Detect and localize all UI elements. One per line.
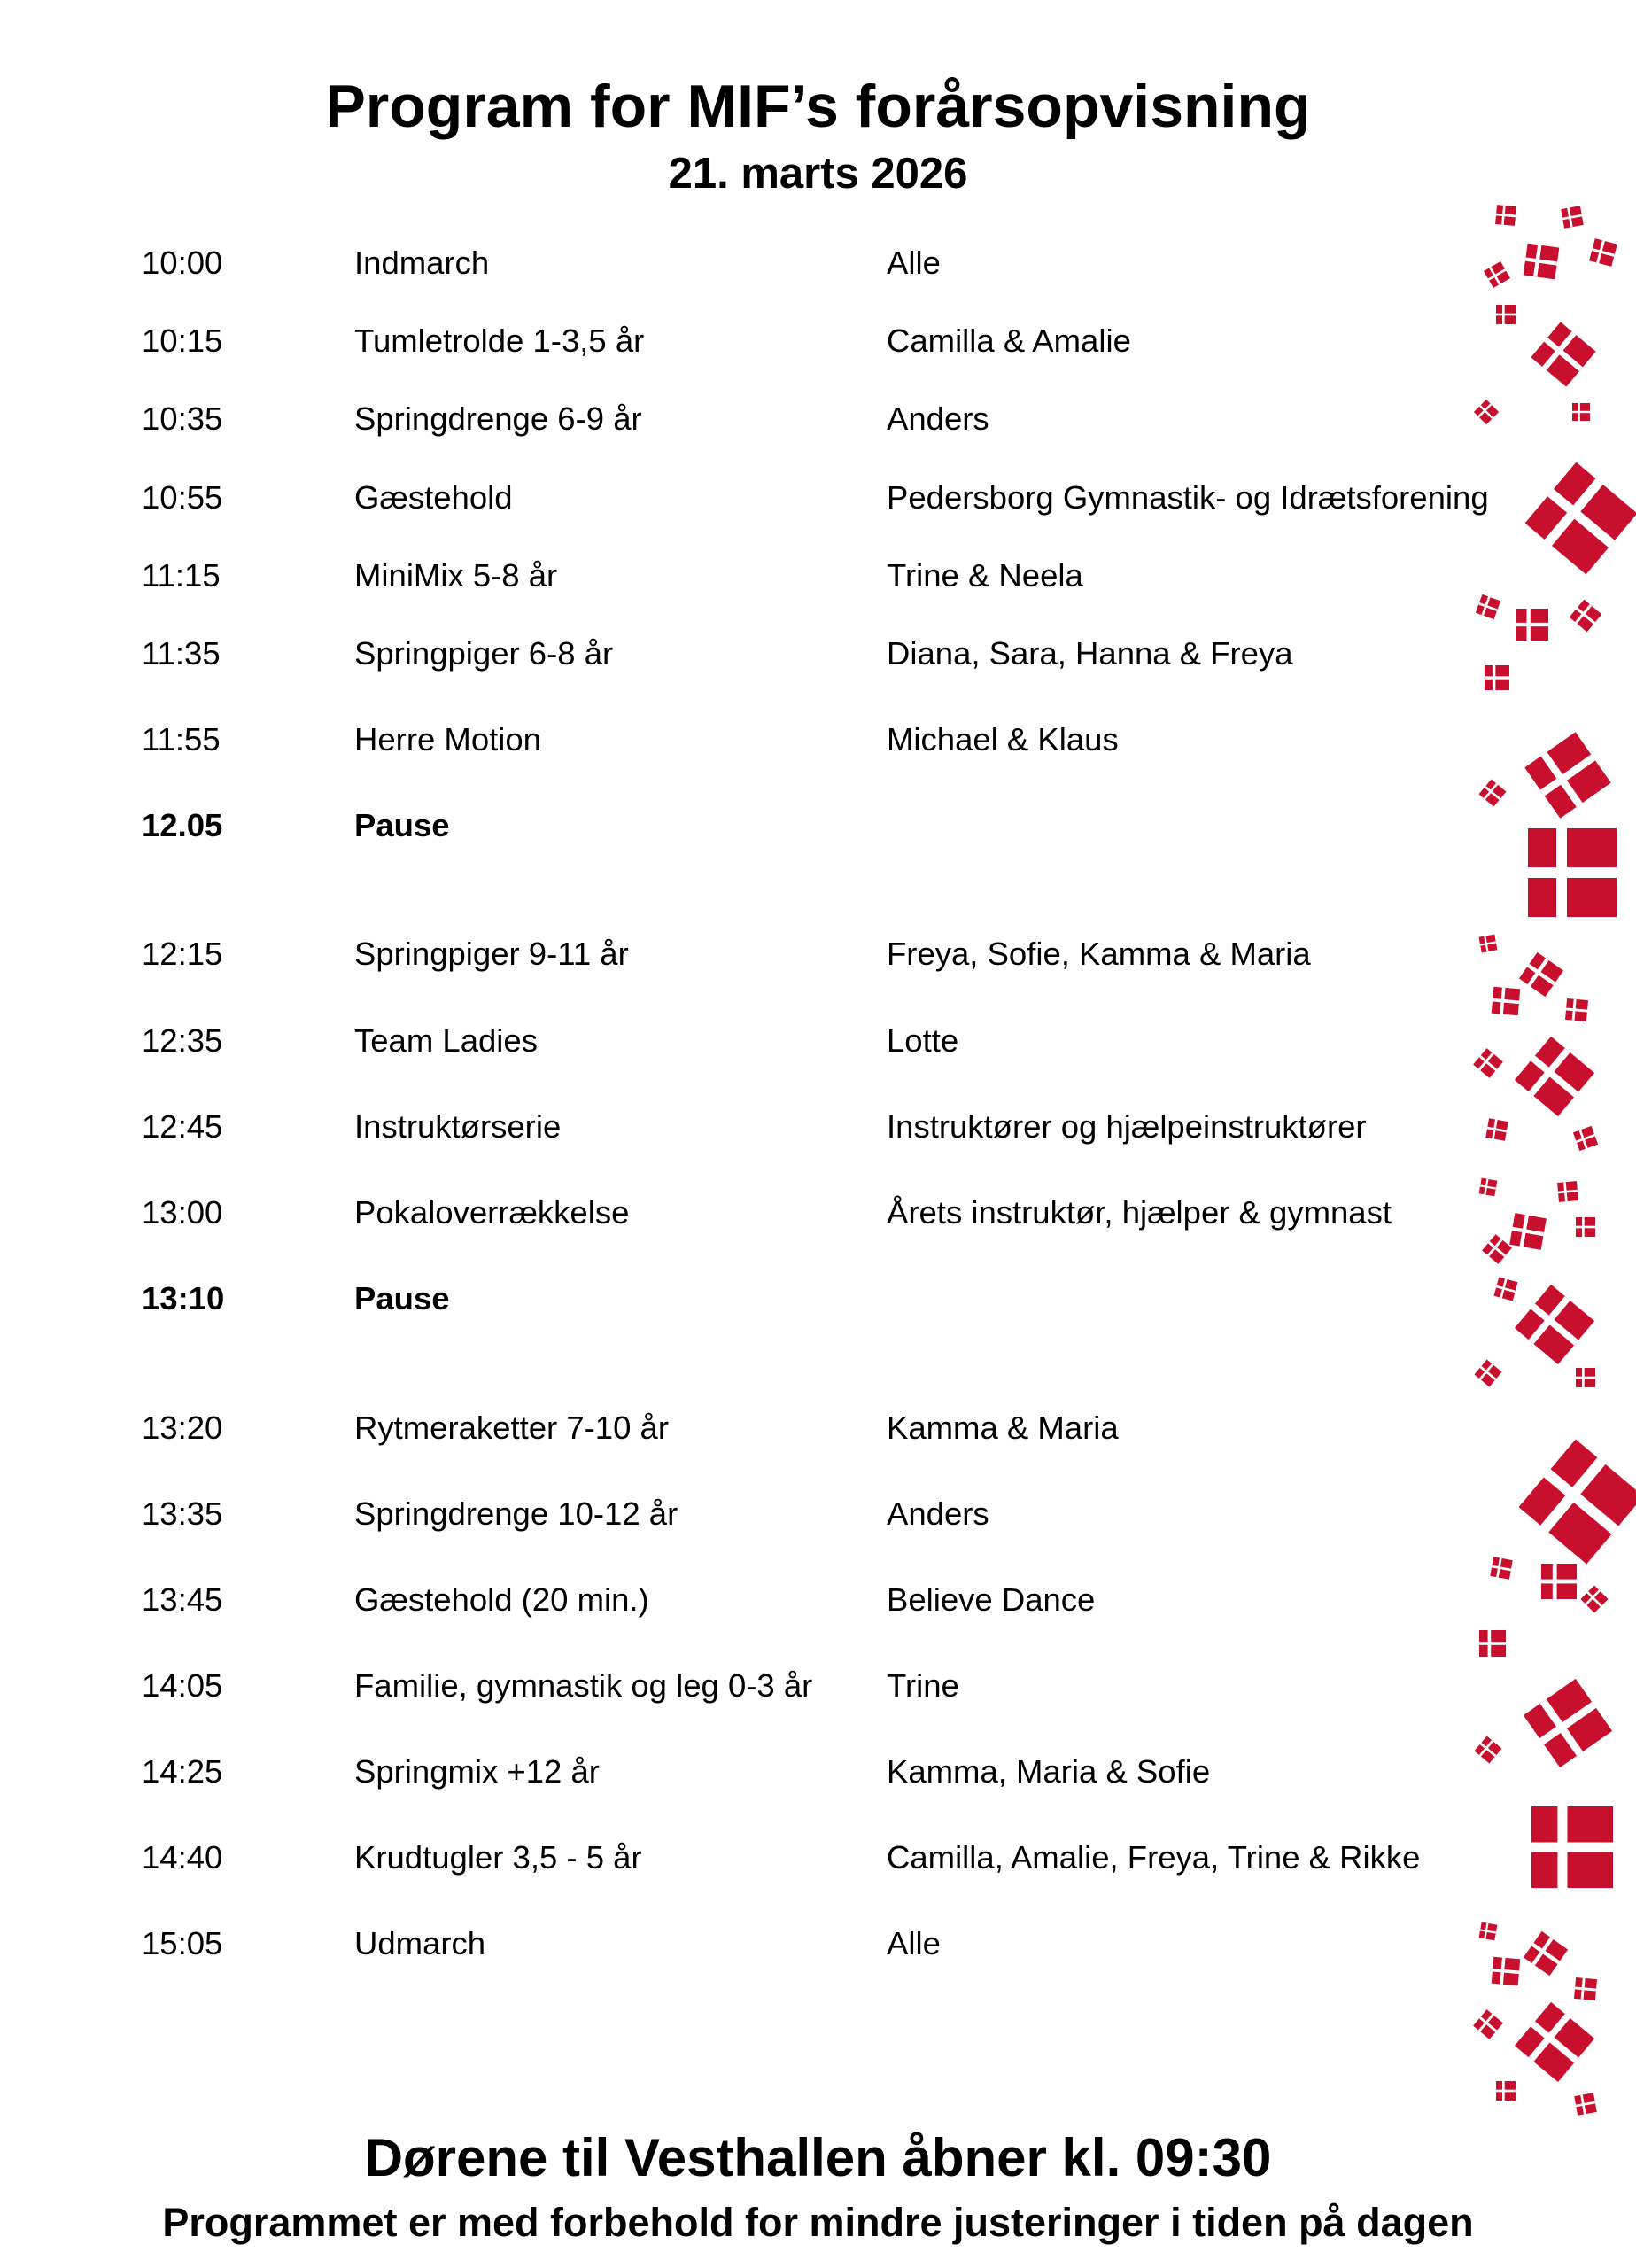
- schedule-time: 10:15: [142, 322, 223, 359]
- schedule-time: 11:15: [142, 557, 221, 594]
- schedule-time: 12.05: [142, 807, 223, 843]
- schedule-leader: Camilla & Amalie: [887, 322, 1131, 359]
- schedule-group: MiniMix 5-8 år: [354, 557, 558, 594]
- schedule-row-pause: [0, 799, 1636, 852]
- danish-flag-icon: [1519, 952, 1563, 997]
- schedule-time: 14:25: [142, 1753, 223, 1790]
- schedule-time: 14:40: [142, 1839, 223, 1876]
- schedule-group: Udmarch: [354, 1925, 486, 1961]
- schedule-leader: Alle: [887, 245, 941, 281]
- danish-flag-icon: [1479, 780, 1507, 807]
- danish-flag-icon: [1479, 1922, 1498, 1941]
- danish-flag-icon: [1474, 400, 1499, 424]
- danish-flag-icon: [1490, 1557, 1512, 1579]
- schedule-group: Gæstehold (20 min.): [354, 1581, 649, 1618]
- schedule-time: 11:35: [142, 635, 221, 672]
- danish-flag-icon: [1531, 322, 1595, 386]
- danish-flag-icon: [1565, 998, 1588, 1021]
- schedule-row: [0, 1186, 1636, 1239]
- disclaimer-notice: Programmet er med forbehold for mindre justeringer i tiden på dagen: [162, 2200, 1474, 2245]
- danish-flag-icon: [1576, 1368, 1595, 1387]
- danish-flag-icon: [1561, 206, 1583, 228]
- danish-flag-icon: [1515, 1285, 1594, 1364]
- schedule-row: [0, 315, 1636, 368]
- schedule-group: Springmix +12 år: [354, 1753, 600, 1790]
- schedule-row: [0, 1659, 1636, 1713]
- schedule-row: [0, 237, 1636, 290]
- danish-flag-icon: [1589, 238, 1617, 267]
- danish-flag-icon: [1479, 1178, 1498, 1197]
- danish-flag-icon: [1509, 1213, 1547, 1250]
- danish-flag-icon: [1531, 1806, 1613, 1888]
- schedule-time: 10:55: [142, 479, 223, 516]
- danish-flag-icon: [1495, 205, 1516, 226]
- danish-flag-icon: [1574, 1977, 1597, 2000]
- schedule-leader: Alle: [887, 1925, 941, 1961]
- danish-flag-icon: [1524, 1931, 1568, 1976]
- schedule-group: Krudtugler 3,5 - 5 år: [354, 1839, 642, 1876]
- schedule-time: 14:05: [142, 1667, 223, 1704]
- danish-flag-icon: [1515, 1037, 1594, 1116]
- schedule-group: Gæstehold: [354, 479, 513, 516]
- danish-flag-icon: [1576, 1217, 1595, 1237]
- schedule-row: [0, 1917, 1636, 1970]
- schedule-group: Tumletrolde 1-3,5 år: [354, 322, 645, 359]
- danish-flag-icon: [1485, 665, 1509, 690]
- schedule-row: [0, 1402, 1636, 1455]
- danish-flag-icon: [1572, 403, 1590, 421]
- danish-flag-icon: [1524, 244, 1560, 280]
- schedule-group: Herre Motion: [354, 721, 541, 757]
- danish-flag-icon: [1479, 1630, 1506, 1657]
- schedule-time: 10:00: [142, 245, 223, 281]
- schedule-group: Springpiger 9-11 år: [354, 936, 629, 972]
- schedule-row: [0, 549, 1636, 602]
- danish-flag-icon: [1580, 1585, 1608, 1612]
- danish-flag-icon: [1494, 1278, 1518, 1301]
- danish-flag-icon: [1524, 1679, 1612, 1767]
- schedule-time: 11:55: [142, 721, 221, 757]
- danish-flag-icon: [1573, 1126, 1598, 1151]
- danish-flag-icon: [1475, 1360, 1502, 1387]
- danish-flag-icon: [1541, 1564, 1577, 1599]
- schedule-leader: Michael & Klaus: [887, 721, 1119, 757]
- schedule-group: Team Ladies: [354, 1022, 538, 1059]
- schedule-group: Pause: [354, 807, 450, 843]
- schedule-time: 13:10: [142, 1280, 225, 1317]
- schedule-leader: Trine & Neela: [887, 557, 1083, 594]
- schedule-time: 12:35: [142, 1022, 223, 1059]
- danish-flag-icon: [1524, 732, 1610, 818]
- danish-flag-icon: [1473, 1048, 1503, 1078]
- schedule-time: 10:35: [142, 400, 223, 437]
- schedule-group: Instruktørserie: [354, 1108, 562, 1145]
- schedule-leader: Årets instruktør, hjælper & gymnast: [887, 1194, 1392, 1231]
- danish-flag-icon: [1484, 261, 1510, 288]
- schedule-time: 12:45: [142, 1108, 223, 1145]
- danish-flag-icon: [1570, 600, 1602, 633]
- schedule-group: Indmarch: [354, 245, 490, 281]
- danish-flag-icon: [1574, 2093, 1596, 2115]
- danish-flag-icon: [1496, 2081, 1516, 2101]
- schedule-group: Springdrenge 6-9 år: [354, 400, 642, 437]
- schedule-row: [0, 1487, 1636, 1541]
- schedule-row: [0, 928, 1636, 981]
- schedule-leader: Anders: [887, 400, 989, 437]
- schedule-row: [0, 627, 1636, 680]
- danish-flag-icon: [1482, 1234, 1512, 1264]
- danish-flag-icon: [1496, 305, 1516, 324]
- schedule-row: [0, 1014, 1636, 1068]
- schedule-leader: Lotte: [887, 1022, 959, 1059]
- schedule-row-pause: [0, 1272, 1636, 1325]
- schedule-group: Rytmeraketter 7-10 år: [354, 1410, 669, 1446]
- schedule-time: 15:05: [142, 1925, 223, 1961]
- schedule-leader: Camilla, Amalie, Freya, Trine & Rikke: [887, 1839, 1421, 1876]
- page-title: Program for MIF’s forårsopvisning: [325, 73, 1311, 140]
- flag-decoration: [1470, 199, 1636, 2157]
- schedule-row: [0, 1573, 1636, 1627]
- danish-flag-icon: [1479, 935, 1498, 953]
- schedule-time: 13:00: [142, 1194, 223, 1231]
- schedule-leader: Anders: [887, 1495, 989, 1532]
- schedule-row: [0, 392, 1636, 446]
- schedule-row: [0, 1831, 1636, 1884]
- schedule-leader: Kamma & Maria: [887, 1410, 1119, 1446]
- danish-flag-icon: [1528, 828, 1617, 917]
- schedule-row: [0, 1100, 1636, 1153]
- schedule-leader: Pedersborg Gymnastik- og Idrætsforening: [887, 479, 1489, 516]
- danish-flag-icon: [1492, 987, 1521, 1016]
- schedule-time: 12:15: [142, 936, 223, 972]
- danish-flag-icon: [1485, 1118, 1508, 1140]
- schedule-group: Familie, gymnastik og leg 0-3 år: [354, 1667, 813, 1704]
- schedule-leader: Trine: [887, 1667, 959, 1704]
- schedule-group: Pause: [354, 1280, 450, 1317]
- danish-flag-icon: [1515, 2002, 1594, 2082]
- schedule-group: Pokaloverrækkelse: [354, 1194, 630, 1231]
- event-date: 21. marts 2026: [668, 150, 968, 198]
- danish-flag-icon: [1475, 1736, 1502, 1764]
- schedule-leader: Instruktører og hjælpeinstruktører: [887, 1108, 1367, 1145]
- danish-flag-icon: [1557, 1181, 1578, 1202]
- schedule-time: 13:45: [142, 1581, 223, 1618]
- danish-flag-icon: [1516, 609, 1548, 641]
- schedule-row: [0, 1745, 1636, 1798]
- schedule-group: Springdrenge 10-12 år: [354, 1495, 678, 1532]
- schedule-time: 13:20: [142, 1410, 223, 1446]
- schedule-leader: Believe Dance: [887, 1581, 1096, 1618]
- schedule-leader: Kamma, Maria & Sofie: [887, 1753, 1211, 1790]
- danish-flag-icon: [1525, 462, 1636, 575]
- danish-flag-icon: [1519, 1440, 1636, 1565]
- schedule-row: [0, 713, 1636, 766]
- doors-open-notice: Dørene til Vesthallen åbner kl. 09:30: [364, 2128, 1272, 2187]
- schedule-row: [0, 471, 1636, 524]
- schedule-group: Springpiger 6-8 år: [354, 635, 614, 672]
- schedule-time: 13:35: [142, 1495, 223, 1532]
- danish-flag-icon: [1476, 594, 1500, 619]
- danish-flag-icon: [1492, 1957, 1521, 1986]
- schedule-leader: Freya, Sofie, Kamma & Maria: [887, 936, 1311, 972]
- danish-flag-icon: [1473, 2009, 1503, 2039]
- schedule-leader: Diana, Sara, Hanna & Freya: [887, 635, 1293, 672]
